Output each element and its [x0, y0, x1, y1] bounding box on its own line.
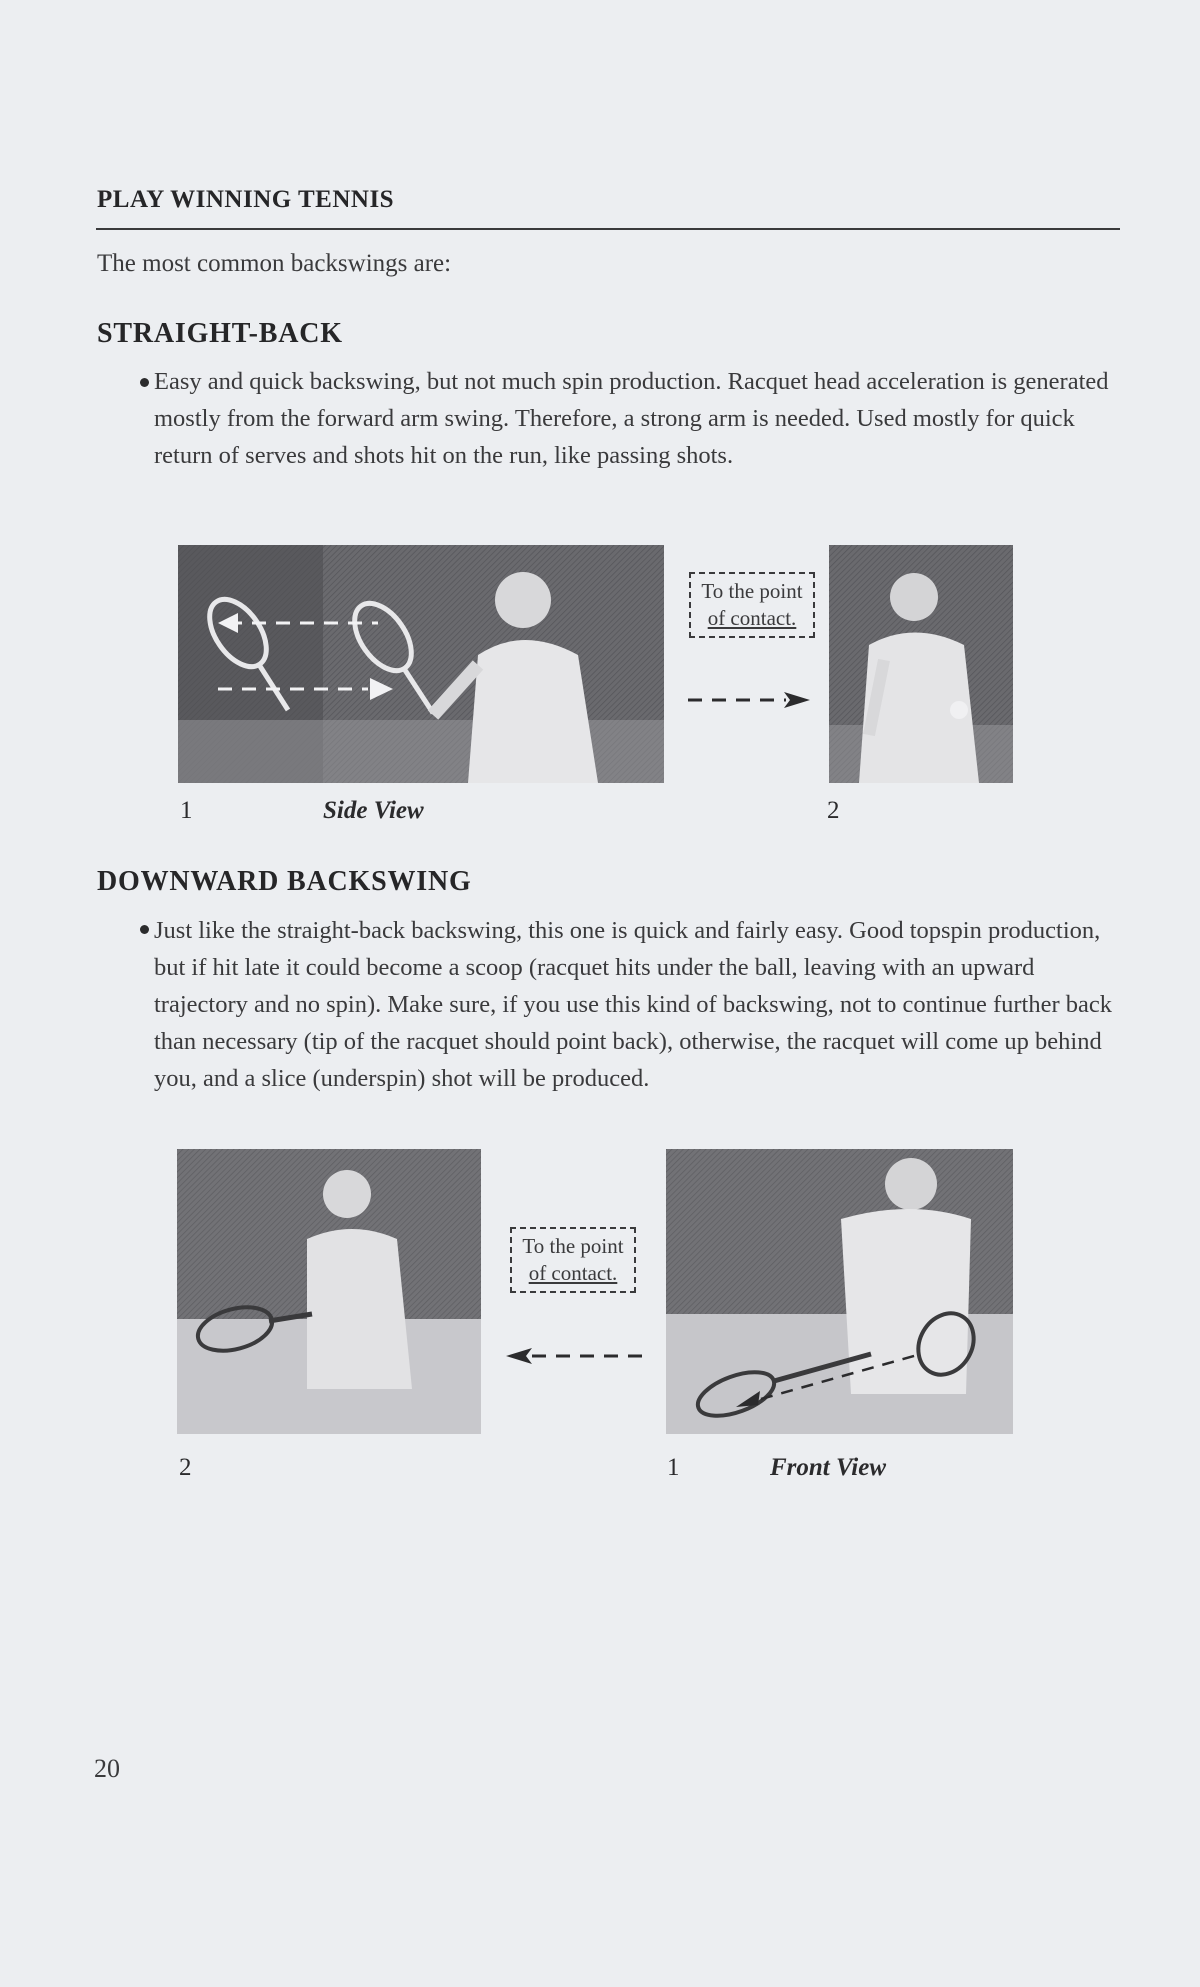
side-view-drawing	[178, 545, 664, 783]
callout-contact-point-2	[498, 1227, 648, 1293]
callout-contact-point-1	[678, 572, 826, 638]
front-view-illustration-2	[177, 1149, 481, 1434]
bullet-dot-icon	[140, 925, 149, 934]
callout-box	[689, 572, 814, 638]
callout-line-2: of contact.	[528, 1261, 618, 1285]
caption-step-1: 1	[667, 1454, 680, 1481]
intro-text: The most common backswings are:	[97, 250, 452, 277]
header-rule	[96, 228, 1120, 230]
callout-box	[510, 1227, 635, 1293]
section-heading-straight-back: STRAIGHT-BACK	[97, 318, 343, 349]
caption-front-view: Front View	[770, 1454, 887, 1481]
side-view-drawing-2	[829, 545, 1013, 783]
caption-step-2: 2	[827, 797, 840, 824]
bullet-dot-icon	[140, 378, 149, 387]
downward-backswing-description: Just like the straight-back backswing, this one is quick and fairly easy. Good topspin production, but if hit late it could become a scoop (racquet hits under the ball, leaving with an upward trajectory and no spin). Make sure, if you use this kind of backswing, not to continue further back than necessary (tip of the racquet should point back), otherwise, the racquet will come up behind you, and a slice (underspin) shot will be produced.	[154, 917, 1112, 1092]
front-view-drawing-1	[666, 1149, 1013, 1434]
caption-side-view: Side View	[323, 797, 424, 824]
page-number: 20	[94, 1754, 120, 1783]
straight-back-description: Easy and quick backswing, but not much spin production. Racquet head acceleration is generated mostly from the forward arm swing. Therefore, a strong arm is needed. Used mostly for quick return of serves and shots hit on the run, like passing shots.	[154, 368, 1109, 469]
running-head: PLAY WINNING TENNIS	[97, 186, 395, 213]
front-view-illustration-1	[666, 1149, 1013, 1434]
callout-line-1: To the point	[522, 1234, 624, 1258]
section-heading-downward-backswing: DOWNWARD BACKSWING	[97, 866, 472, 897]
dashed-arrow-right-icon	[686, 690, 814, 710]
callout-line-2: of contact.	[707, 606, 797, 630]
caption-step-1: 1	[180, 797, 193, 824]
caption-step-2: 2	[179, 1454, 192, 1481]
dashed-arrow-left-icon	[502, 1346, 652, 1366]
front-view-drawing-2	[177, 1149, 481, 1434]
callout-line-1: To the point	[701, 579, 803, 603]
side-view-illustration-1	[178, 545, 664, 783]
side-view-illustration-2	[829, 545, 1013, 783]
